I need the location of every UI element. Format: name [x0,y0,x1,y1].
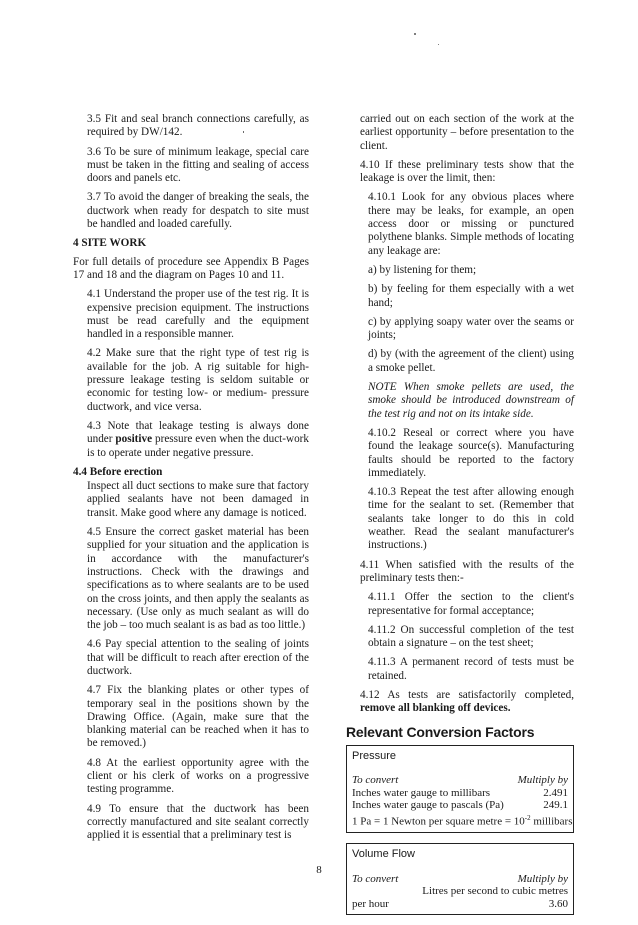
volume-row-2-value: 3.60 [548,897,568,910]
pressure-row-pa-definition [352,812,573,828]
pressure-row-2-value: 249.1 [543,799,568,812]
list-item-d: d) by (with the agreement of the client) using a smoke pellet. [368,348,574,374]
para-4-10-3: 4.10.3 Repeat the test after allowing enough time for the sealant to set. (Remember that sealants take longer to do this in cold weather. Read the sealant manufacturer's instructions.) [368,486,574,552]
pressure-row-3-exponent: -2 [524,813,531,822]
conversion-factors-title: Relevant Conversion Factors [346,723,535,740]
list-item-b: b) by feeling for them especially with a wet hand; [368,283,574,309]
pressure-row-1-value: 2.491 [543,786,568,799]
para-4-10: 4.10 If these preliminary tests show that the leakage is over the limit, then: [360,158,574,185]
list-item-a: a) by listening for them; [368,263,477,276]
left-column [73,113,309,849]
volume-row-1 [352,885,568,898]
para-4-12-text: 4.12 As tests are satisfactorily completed, [360,688,574,701]
para-4-11: 4.11 When satisfied with the results of the preliminary tests then:- [360,558,574,584]
scan-speck [438,44,439,45]
para-3-6: 3.6 To be sure of minimum leakage, special care must be taken in the fitting and sealing of access doors and panels etc. [87,145,309,185]
para-4-9-cont: carried out on each section of the work at the earliest opportunity – before presentation to the client. [360,113,574,152]
right-column [346,113,574,925]
pressure-row-pascals [352,799,568,812]
para-4-3-text-a: 4.3 Note that leakage testing is always done under [87,419,309,446]
para-4-12 [360,689,574,716]
para-4-10-1: 4.10.1 Look for any obvious places where there may be leaks, for example, an open access door or missing or punctured polythene blanks. Simple methods of locating any leakage are: [368,191,574,257]
para-4-7: 4.7 Fix the blanking plates or other types of temporary seal in the positions shown by the Drawing Office. (Again, make sure that the blanking material can be reached when it has to be removed.) [87,684,309,750]
para-4-3 [87,420,309,460]
para-4-5: 4.5 Ensure the correct gasket material has been supplied for your situation and the application is in accordance with the manufacturer's instructions. Check with the drawings and specifications as to where sealants are to be used on the cross joints, and then apply the sealants as necessary. (Use only as much sealant as will do the job – too much sealant is as bad as too little.) [87,526,309,632]
pressure-col-multiply-by: Multiply by [517,774,568,787]
para-4-12-bold: remove all blanking off devices. [360,702,511,715]
para-4-11-1: 4.11.1 Offer the section to the client's representative for formal acceptance; [368,591,574,617]
para-4-2: 4.2 Make sure that the right type of test rig is available for the job. A rig suitable for high-pressure leakage testing is seldom suitable or economic for testing low- or medium- pressure ductwork, and vice versa. [87,347,309,413]
pressure-row-3-text [352,812,572,828]
volume-row-2 [352,898,568,911]
para-4-11-2: 4.11.2 On successful completion of the test obtain a signature – on the test sheet; [368,623,574,650]
pressure-row-3-a: 1 Pa = 1 Newton per square metre = 10 [352,815,525,828]
volume-flow-conversion-box [346,843,574,915]
heading-site-work: 4 SITE WORK [73,237,147,250]
para-3-7: 3.7 To avoid the danger of breaking the seals, the ductwork when ready for despatch to site must be handled and loaded carefully. [87,191,309,231]
volume-col-multiply-by: Multiply by [517,872,568,885]
pressure-col-to-convert: To convert [352,774,399,787]
para-4-10-2: 4.10.2 Reseal or correct where you have found the leakage source(s). Manufacturing faults should be reported to the factory immediately. [368,426,574,479]
scan-speck [414,33,416,35]
scan-speck [243,131,244,133]
para-3-5: 3.5 Fit and seal branch connections carefully, as required by DW/142. [87,113,309,139]
volume-col-to-convert: To convert [352,872,399,885]
para-4-8: 4.8 At the earliest opportunity agree with the client or his clerk of works on a progressive testing programme. [87,756,309,796]
volume-row-2-label: per hour [352,897,389,910]
list-item-c: c) by applying soapy water over the seams or joints; [368,315,574,342]
para-4-9: 4.9 To ensure that the ductwork has been correctly manufactured and site sealant correctly applied it is essential that a preliminary test is [87,802,309,842]
para-4-1: 4.1 Understand the proper use of the test rig. It is expensive precision equipment. The instructions must be read carefully and the equipment handled in a responsible manner. [87,288,309,341]
volume-row-1-label: Litres per second to cubic metres [422,885,568,898]
pressure-row-1-label: Inches water gauge to millibars [352,786,491,799]
pressure-conversion-box [346,745,574,833]
page-number: 8 [316,864,322,876]
para-4-11-3: 4.11.3 A permanent record of tests must be retained. [368,656,574,682]
para-4-3-text-c: pressure even when the duct-work is to operate under negative pressure. [87,433,309,459]
heading-4-4: 4.4 Before erection [73,465,163,478]
para-4-6: 4.6 Pay special attention to the sealing of joints that will be difficult to reach after erection of the ductwork. [87,638,309,677]
pressure-row-2-label: Inches water gauge to pascals (Pa) [352,799,504,812]
para-4-intro: For full details of procedure see Appendix B Pages 17 and 18 and the diagram on Pages 10 and 11. [73,255,309,281]
pressure-row-millibars [352,787,568,800]
para-4-3-positive: positive [115,433,153,446]
para-4-4: Inspect all duct sections to make sure that factory applied sealants have not been damaged in transit. Make good where any damage is noticed. [87,480,309,519]
pressure-row-3-b: millibars [530,815,573,828]
smoke-pellet-note: NOTE When smoke pellets are used, the smoke should be introduced downstream of the test rig and not on its intake side. [368,381,574,420]
pressure-header-row [352,774,568,787]
pressure-label: Pressure [352,749,397,762]
volume-flow-label: Volume Flow [352,848,415,861]
